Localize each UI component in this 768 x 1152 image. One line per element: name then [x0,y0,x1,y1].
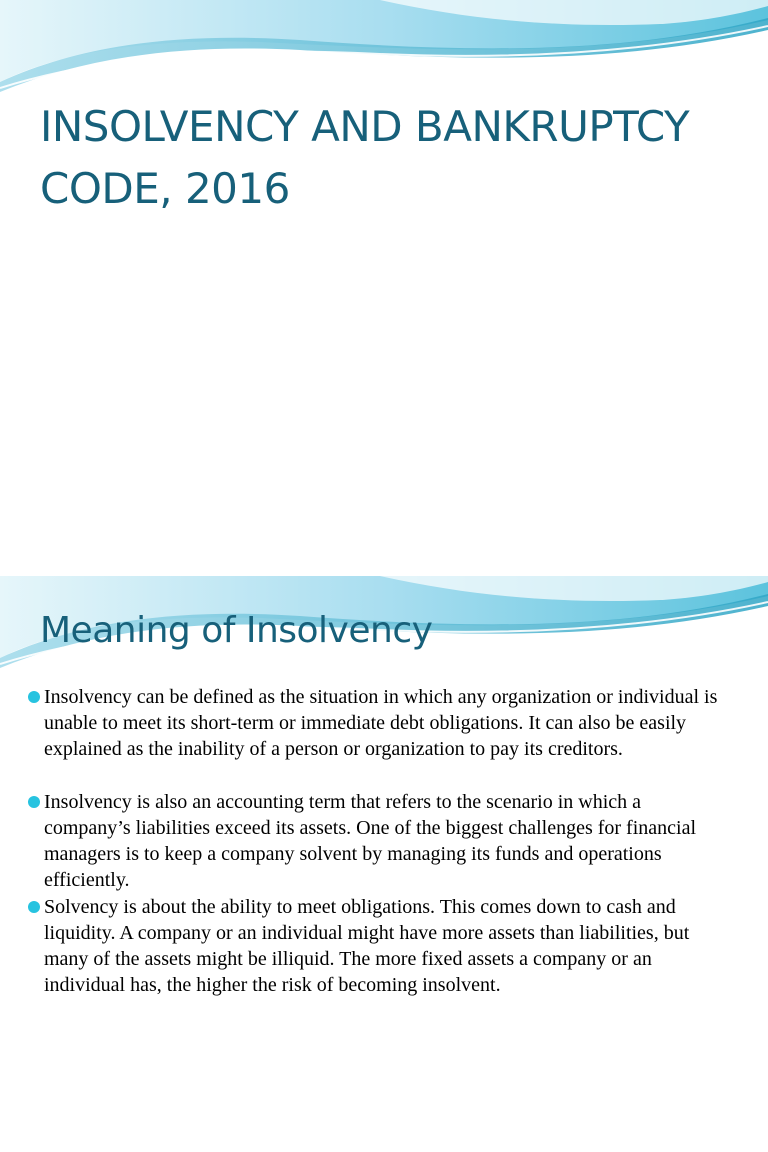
bullet-icon [28,901,40,913]
bullet-text: Insolvency is also an accounting term that refers to the scenario in which a company’s liabilities exceed its assets. One of the biggest challenges for financial managers is to keep a company solvent by managing its funds and operations efficiently. [44,791,697,891]
slide-title: Meaning of Insolvency [40,610,433,651]
bullet-item [26,789,726,893]
bullet-icon [28,691,40,703]
content-slide [0,576,768,1152]
bullet-list [26,684,726,998]
bullet-item [26,684,726,762]
slide-title: INSOLVENCY AND BANKRUPTCY CODE, 2016 [40,102,690,213]
bullet-item [26,894,726,998]
bullet-icon [28,796,40,808]
bullet-text: Insolvency can be defined as the situation in which any organization or individual is unable to meet its short-term or immediate debt obligations. It can also be easily explained as the inability of a person or organization to pay its creditors. [44,686,718,760]
header-wave-decoration [0,0,768,110]
bullet-text: Solvency is about the ability to meet obligations. This comes down to cash and liquidity. A company or an individual might have more assets than liabilities, but many of the assets might be illiquid. The more fixed assets a company or an individual has, the higher the risk of becoming insolvent. [44,896,690,996]
